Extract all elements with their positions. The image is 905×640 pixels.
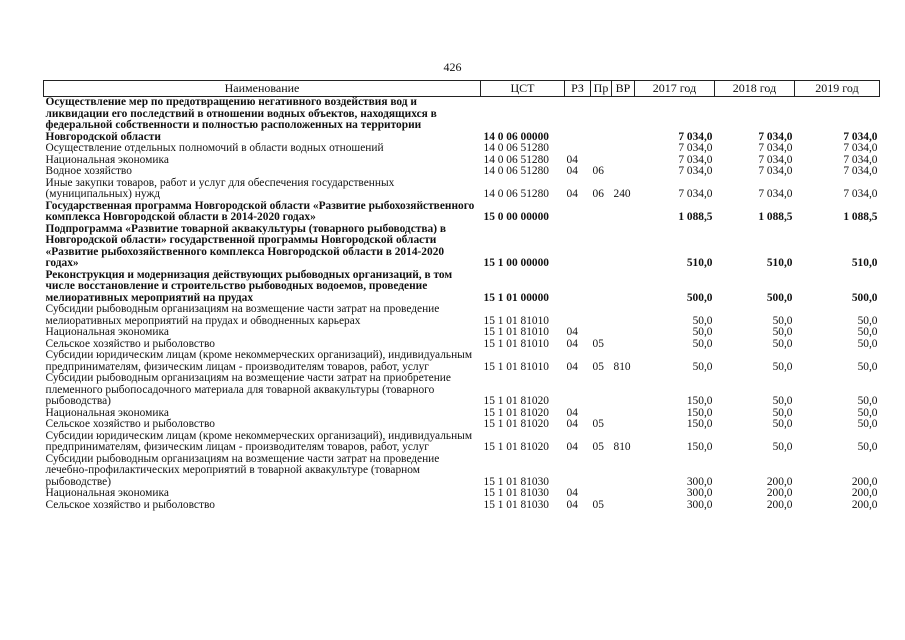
row-rz: [565, 143, 591, 155]
row-vr: 810: [613, 441, 631, 453]
row-pr: [591, 97, 612, 144]
row-2018: 50,0: [772, 406, 793, 419]
row-2019: 200,0: [851, 487, 878, 499]
row-name: Реконструкция и модернизация действующих рыбоводных организаций, в том числе восстановление и строительство рыбоводных водоемов, проведение мелиоративных мероприятий на прудах: [45, 268, 453, 304]
row-2019: 50,0: [857, 441, 878, 453]
row-pr: 05: [592, 418, 604, 430]
row-pr: [591, 304, 612, 327]
row-rz: 04: [566, 418, 578, 430]
row-cst: 15 1 01 81020: [483, 406, 549, 419]
row-name: Подпрограмма «Развитие товарной аквакультуры (товарного рыбоводства) в Новгородской области» государственной программы Новгородской области «Развитие рыбохозяйственного комплекса Новгородской области в 2014-2020 годах»: [45, 222, 446, 269]
table-row: [44, 166, 880, 178]
header-cst: ЦСТ: [481, 81, 565, 97]
header-2018: 2018 год: [715, 81, 795, 97]
row-pr: 06: [592, 165, 604, 177]
row-rz: [565, 224, 591, 270]
table-row: [44, 178, 880, 201]
row-2019: 50,0: [857, 395, 878, 407]
row-2017: 150,0: [686, 418, 713, 430]
row-pr: [591, 224, 612, 270]
row-2019: 500,0: [851, 291, 878, 304]
row-2018: 7 034,0: [758, 188, 793, 200]
row-2019: 50,0: [857, 360, 878, 373]
row-name: Иные закупки товаров, работ и услуг для обеспечения государственных (муниципальных) нужд: [45, 176, 395, 200]
row-2017: 7 034,0: [678, 165, 713, 177]
row-2018: 200,0: [766, 487, 793, 499]
row-vr: [612, 339, 635, 351]
row-2019: 200,0: [851, 498, 878, 511]
table-row: [44, 431, 880, 454]
row-rz: [565, 270, 591, 305]
row-2017: 1 088,5: [678, 211, 713, 223]
row-vr: [612, 166, 635, 178]
row-pr: [591, 270, 612, 305]
row-2018: 50,0: [772, 441, 793, 453]
table-header: [44, 81, 880, 97]
row-rz: [565, 304, 591, 327]
row-vr: [612, 327, 635, 339]
row-cst: 15 1 01 81030: [483, 498, 549, 511]
row-2017: 7 034,0: [678, 142, 713, 154]
row-cst: 14 0 06 51280: [483, 165, 549, 177]
table-row: [44, 454, 880, 489]
row-pr: 05: [592, 337, 604, 350]
row-pr: 05: [592, 498, 604, 511]
row-rz: 04: [566, 153, 578, 166]
row-name: Субсидии рыбоводным организациям на возмещение части затрат на проведение мелиоративных мероприятий на прудах и обводненных карьерах: [45, 303, 440, 327]
row-cst: 14 0 06 51280: [483, 142, 549, 154]
row-vr: [612, 270, 635, 305]
table-row: [44, 224, 880, 270]
row-name: Субсидии рыбоводным организациям на возмещение части затрат на проведение лечебно-профилактических мероприятий в товарной аквакультуре (товарном рыбоводстве): [45, 452, 440, 488]
row-2019: 50,0: [857, 326, 878, 338]
row-2017: 150,0: [686, 395, 713, 407]
budget-table: [43, 80, 880, 511]
row-rz: [565, 373, 591, 408]
row-rz: [565, 97, 591, 144]
row-name: Субсидии юридическим лицам (кроме некоммерческих организаций), индивидуальным предпринимателям, физическим лицам - производителям товаров, работ, услуг: [45, 429, 473, 453]
row-name: Водное хозяйство: [45, 165, 132, 177]
row-vr: [612, 304, 635, 327]
row-2018: 200,0: [766, 498, 793, 511]
row-2019: 7 034,0: [843, 130, 878, 143]
row-name: Сельское хозяйство и рыболовство: [45, 498, 215, 511]
row-2017: 7 034,0: [678, 130, 713, 143]
table-row: [44, 155, 880, 167]
row-pr: [591, 327, 612, 339]
row-rz: 04: [566, 406, 578, 419]
table-row: [44, 327, 880, 339]
row-cst: 15 1 00 00000: [483, 257, 549, 269]
row-vr: [612, 500, 635, 512]
row-cst: 15 1 01 81030: [483, 487, 549, 499]
table-row: [44, 350, 880, 373]
row-name: Субсидии юридическим лицам (кроме некоммерческих организаций), индивидуальным предпринимателям, физическим лицам - производителям товаров, работ, услуг: [45, 349, 473, 373]
row-2019: 510,0: [851, 257, 878, 269]
row-2017: 150,0: [686, 441, 713, 453]
table-row: [44, 143, 880, 155]
row-2019: 50,0: [857, 337, 878, 350]
row-name: Национальная экономика: [45, 153, 169, 166]
table-row: [44, 419, 880, 431]
row-vr: [612, 408, 635, 420]
row-2019: 200,0: [851, 475, 878, 488]
row-name: Сельское хозяйство и рыболовство: [45, 418, 215, 430]
row-2017: 7 034,0: [678, 153, 713, 166]
row-cst: 15 1 01 81020: [483, 395, 549, 407]
row-pr: 05: [592, 441, 604, 453]
header-pr: Пр: [591, 81, 612, 97]
table-row: [44, 201, 880, 224]
row-cst: 14 0 06 51280: [483, 153, 549, 166]
row-2017: 300,0: [686, 487, 713, 499]
row-2019: 1 088,5: [843, 211, 878, 223]
row-vr: [612, 488, 635, 500]
row-2019: 50,0: [857, 418, 878, 430]
row-2018: 50,0: [772, 314, 793, 327]
row-rz: 04: [566, 441, 578, 453]
table-row: [44, 488, 880, 500]
table-row: [44, 373, 880, 408]
table-row: [44, 500, 880, 512]
row-vr: 810: [613, 360, 631, 373]
row-name: Осуществление отдельных полномочий в области водных отношений: [45, 142, 384, 154]
row-2018: 200,0: [766, 475, 793, 488]
row-name: Национальная экономика: [45, 326, 169, 338]
row-2017: 50,0: [692, 314, 713, 327]
row-vr: [612, 155, 635, 167]
row-cst: 15 0 00 00000: [483, 211, 549, 223]
row-cst: 14 0 06 00000: [483, 130, 549, 143]
row-2017: 50,0: [692, 360, 713, 373]
row-2018: 50,0: [772, 418, 793, 430]
row-cst: 15 1 01 81010: [483, 314, 549, 327]
row-pr: 05: [592, 360, 604, 373]
row-pr: [591, 143, 612, 155]
row-cst: 15 1 01 81010: [483, 326, 549, 338]
row-rz: 04: [566, 326, 578, 338]
row-pr: [591, 454, 612, 489]
row-2017: 150,0: [686, 406, 713, 419]
row-cst: 15 1 01 81020: [483, 418, 549, 430]
row-2017: 50,0: [692, 337, 713, 350]
row-rz: 04: [566, 360, 578, 373]
row-rz: [565, 454, 591, 489]
row-2017: 510,0: [686, 257, 713, 269]
row-name: Субсидии рыбоводным организациям на возмещение части затрат на приобретение племенного рыбопосадочного материала для товарной аквакультуры (товарного рыбоводства): [45, 372, 451, 407]
row-rz: 04: [566, 337, 578, 350]
row-cst: 15 1 01 81010: [483, 360, 549, 373]
row-2019: 50,0: [857, 406, 878, 419]
row-vr: [612, 373, 635, 408]
table-row: [44, 304, 880, 327]
table-row: [44, 97, 880, 144]
row-rz: 04: [566, 498, 578, 511]
row-vr: [612, 201, 635, 224]
row-pr: [591, 201, 612, 224]
row-name: Осуществление мер по предотвращению негативного воздействия вод и ликвидации его последствий в отношении водных объектов, находящихся в федеральной собственности и полностью расположенных на территории Новгородской области: [45, 96, 437, 143]
row-pr: [591, 373, 612, 408]
row-2018: 7 034,0: [758, 130, 793, 143]
row-2019: 50,0: [857, 314, 878, 327]
row-vr: [612, 454, 635, 489]
header-2017: 2017 год: [635, 81, 715, 97]
row-vr: [612, 224, 635, 270]
row-2019: 7 034,0: [843, 165, 878, 177]
row-rz: 04: [566, 188, 578, 200]
row-vr: [612, 97, 635, 144]
row-name: Государственная программа Новгородской области «Развитие рыбохозяйственного комплекса Новгородской области в 2014-2020 годах»: [45, 199, 475, 223]
row-2018: 7 034,0: [758, 142, 793, 154]
row-cst: 15 1 01 81030: [483, 475, 549, 488]
row-2017: 50,0: [692, 326, 713, 338]
header-name: Наименование: [44, 81, 481, 97]
row-vr: [612, 419, 635, 431]
row-2018: 50,0: [772, 326, 793, 338]
row-2018: 50,0: [772, 337, 793, 350]
row-2018: 510,0: [766, 257, 793, 269]
row-2018: 1 088,5: [758, 211, 793, 223]
row-2017: 500,0: [686, 291, 713, 304]
page-number: 426: [443, 60, 462, 74]
header-vr: ВР: [612, 81, 635, 97]
row-rz: 04: [566, 165, 578, 177]
row-2019: 7 034,0: [843, 142, 878, 154]
row-cst: 15 1 01 81020: [483, 441, 549, 453]
row-2018: 50,0: [772, 395, 793, 407]
row-rz: [565, 201, 591, 224]
row-vr: [612, 143, 635, 155]
row-cst: 15 1 01 81010: [483, 337, 549, 350]
row-cst: 14 0 06 51280: [483, 188, 549, 200]
row-rz: 04: [566, 487, 578, 499]
row-2018: 7 034,0: [758, 153, 793, 166]
row-2018: 50,0: [772, 360, 793, 373]
table-row: [44, 270, 880, 305]
row-2018: 500,0: [766, 291, 793, 304]
row-2019: 7 034,0: [843, 153, 878, 166]
row-2017: 7 034,0: [678, 188, 713, 200]
row-2017: 300,0: [686, 498, 713, 511]
row-vr: 240: [613, 188, 631, 200]
row-name: Сельское хозяйство и рыболовство: [45, 337, 215, 350]
row-cst: 15 1 01 00000: [483, 291, 549, 304]
row-2017: 300,0: [686, 475, 713, 488]
header-rz: РЗ: [565, 81, 591, 97]
row-pr: 06: [592, 188, 604, 200]
row-name: Национальная экономика: [45, 487, 169, 499]
row-pr: [591, 488, 612, 500]
row-2018: 7 034,0: [758, 165, 793, 177]
row-2019: 7 034,0: [843, 188, 878, 200]
header-2019: 2019 год: [795, 81, 880, 97]
row-name: Национальная экономика: [45, 406, 169, 419]
